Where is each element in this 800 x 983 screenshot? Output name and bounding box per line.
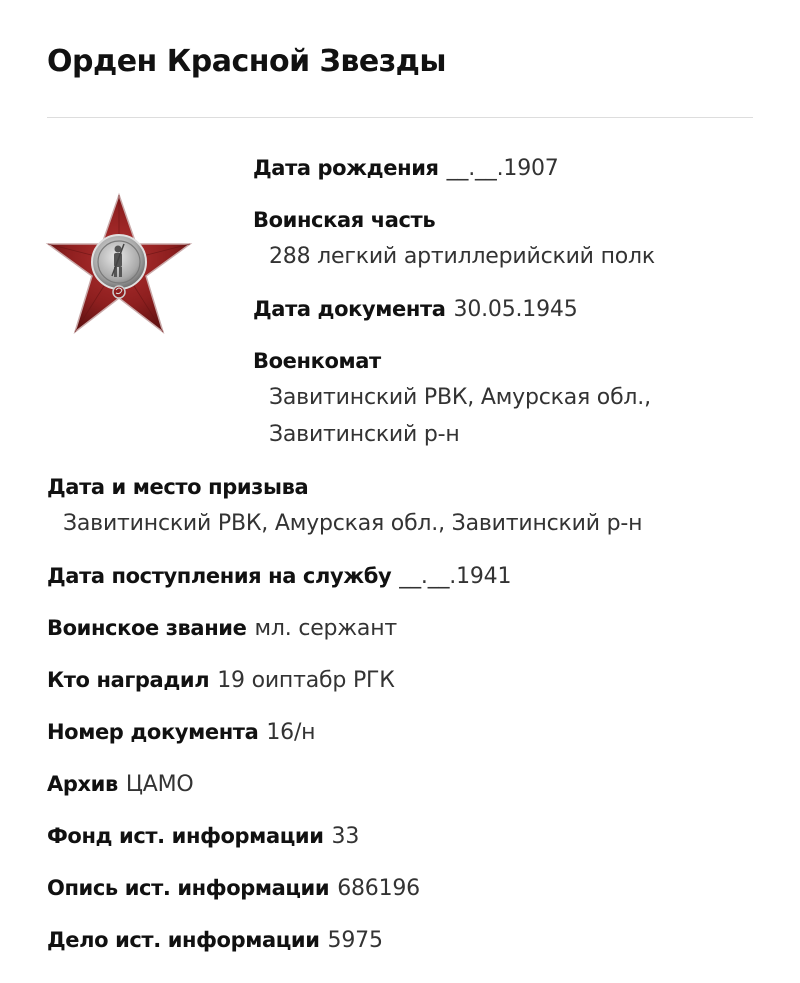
document-date-field [253, 294, 578, 325]
file-value: 5975 [327, 928, 383, 953]
document-number-label: Номер документа [47, 720, 259, 744]
fund-field [47, 821, 359, 852]
awarded-by-value: 19 оиптабр РГК [217, 668, 395, 693]
birth-date-value: __.__.1907 [446, 156, 559, 181]
fund-value: 33 [331, 824, 360, 849]
service-start-field [47, 561, 511, 592]
awarded-by-label: Кто наградил [47, 668, 210, 692]
inventory-field [47, 873, 420, 904]
document-number-field [47, 717, 315, 748]
draft-date-place-value: Завитинский РВК, Амурская обл., Завитинский р-н [63, 511, 643, 536]
archive-value: ЦАМО [125, 772, 194, 797]
birth-date-label: Дата рождения [253, 156, 439, 180]
military-unit-label: Воинская часть [253, 208, 436, 232]
inventory-value: 686196 [337, 876, 420, 901]
document-number-value: 16/н [266, 720, 316, 745]
red-star-order-icon [44, 192, 194, 337]
military-unit-value: 288 легкий артиллерийский полк [269, 244, 655, 269]
service-start-value: __.__.1941 [399, 564, 512, 589]
fund-label: Фонд ист. информации [47, 824, 324, 848]
enlistment-office-label-row [253, 346, 381, 377]
document-date-label: Дата документа [253, 297, 446, 321]
archive-label: Архив [47, 772, 118, 796]
military-unit-label-row [253, 205, 435, 236]
file-label: Дело ист. информации [47, 928, 320, 952]
rank-label: Воинское звание [47, 616, 247, 640]
page-title: Орден Красной Звезды [47, 44, 446, 79]
awarded-by-field [47, 665, 395, 696]
rank-value: мл. сержант [254, 616, 398, 641]
rank-field [47, 613, 397, 644]
enlistment-office-value-line2: Завитинский р-н [269, 422, 460, 447]
inventory-label: Опись ист. информации [47, 876, 330, 900]
draft-date-place-label-row [47, 472, 308, 503]
archive-field [47, 769, 193, 800]
birth-date-field [253, 153, 559, 184]
enlistment-office-value-line1: Завитинский РВК, Амурская обл., [269, 385, 651, 410]
title-divider [47, 117, 753, 118]
draft-date-place-label: Дата и место призыва [47, 475, 309, 499]
service-start-label: Дата поступления на службу [47, 564, 392, 588]
file-field [47, 925, 383, 956]
enlistment-office-label: Военкомат [253, 349, 381, 373]
document-date-value: 30.05.1945 [453, 297, 578, 322]
